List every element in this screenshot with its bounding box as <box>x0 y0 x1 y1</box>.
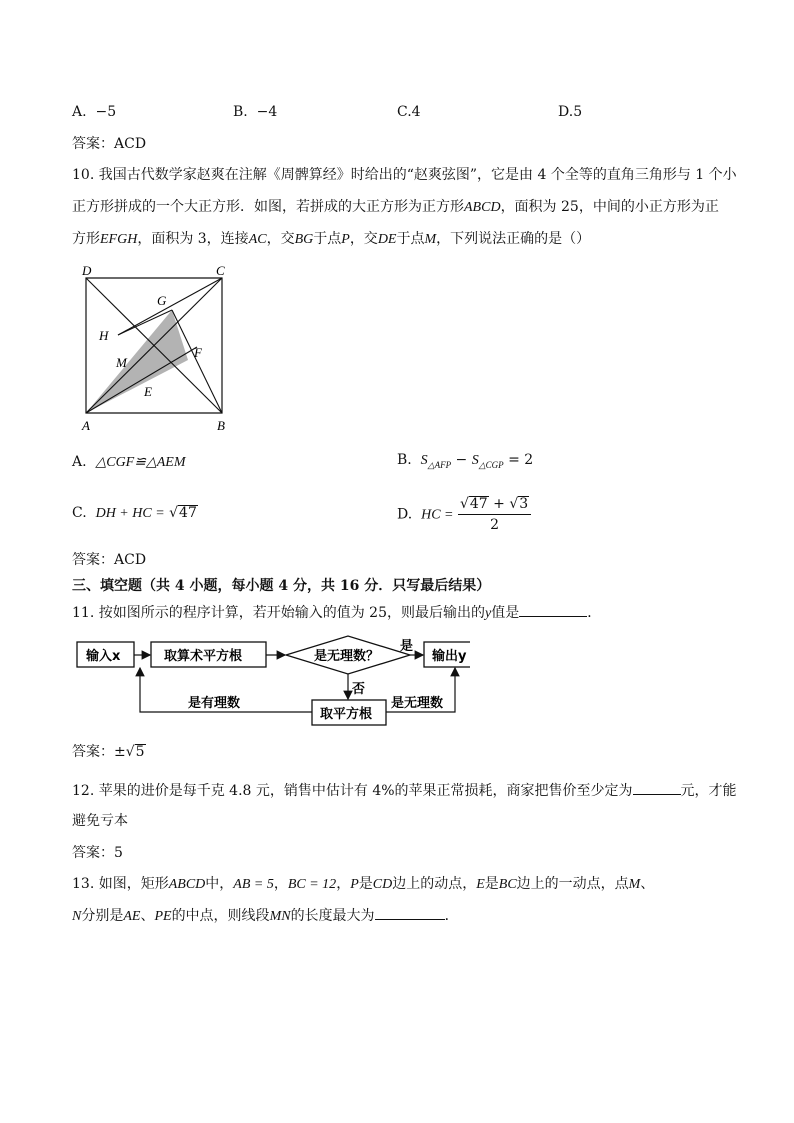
q9-option-c: C.4 <box>397 104 421 120</box>
flow-rational-label: 是有理数 <box>188 696 241 711</box>
q12-line2: 避免亏本 <box>72 813 128 829</box>
q12-line1: 12. 苹果的进价是每千克 4.8 元，销售中估计有 4%的苹果正常损耗，商家把售价至少定为 元，才能 <box>72 780 737 801</box>
label-b: B <box>217 418 225 433</box>
q13-line1: 13. 如图，矩形ABCD中，AB = 5，BC = 12，P是CD边上的动点，E是BC边上的一动点，点M、 <box>72 876 655 892</box>
q13-answer-blank[interactable] <box>375 905 445 920</box>
q9-option-d: D.5 <box>558 104 583 120</box>
flow-sqrt-label: 取平方根 <box>320 707 373 722</box>
flowchart <box>70 630 470 730</box>
q12-answer-blank[interactable] <box>633 780 681 795</box>
label-a: A <box>82 418 90 433</box>
q10-line2: 正方形拼成的一个大正方形．如图，若拼成的大正方形为正方形ABCD，面积为 25，中间的小正方形为正 <box>72 199 719 215</box>
q10-line3: 方形EFGH，面积为 3，连接AC，交BG于点P，交DE于点M，下列说法正确的是（） <box>72 231 591 247</box>
q11-answer: 答案：±√5 <box>72 744 145 760</box>
q10-line1: 10. 我国古代数学家赵爽在注解《周髀算经》时给出的“赵爽弦图”，它是由 4 个全等的直角三角形与 1 个小 <box>72 167 737 183</box>
flow-input-label: 输入x <box>86 649 121 664</box>
q11-text: 11. 按如图所示的程序计算，若开始输入的值为 25，则最后输出的y值是 ． <box>72 602 601 624</box>
flow-decision-label: 是无理数？ <box>314 649 380 664</box>
flow-output-label: 输出y <box>432 649 467 664</box>
q9-option-a: A. −5 <box>72 104 117 120</box>
label-c: C <box>216 263 225 278</box>
label-g: G <box>157 293 167 308</box>
zhao-shuang-figure <box>76 260 236 435</box>
label-f: F <box>194 345 202 360</box>
q10-answer: 答案：ACD <box>72 552 147 568</box>
q11-answer-blank[interactable] <box>519 602 587 617</box>
q9-option-b: B. −4 <box>233 104 278 120</box>
label-m: M <box>116 355 127 370</box>
q9-answer: 答案：ACD <box>72 136 147 152</box>
label-e: E <box>144 384 152 399</box>
flow-yes-label: 是 <box>400 639 414 654</box>
q10-option-a: A. △CGF≌△AEM <box>72 454 186 470</box>
q10-option-b: B. $S_{\triangle AFP} - S_{\triangle CGP} = 2$ <box>397 452 534 470</box>
flow-no-label: 否 <box>352 682 366 697</box>
q10-option-c: C. DH + HC = √47 <box>72 505 197 521</box>
flow-irrational-label: 是无理数 <box>391 696 444 711</box>
q10-option-d: D. HC = $\frac{√47 + √3}{2}$ <box>397 494 531 535</box>
q12-answer: 答案：5 <box>72 845 123 861</box>
label-d: D <box>82 263 92 278</box>
label-h: H <box>99 328 109 343</box>
flow-sqrt-arith-label: 取算术平方根 <box>164 649 243 664</box>
q10-option-d-fraction: $\frac{√47 + √3}{2}$ <box>458 494 531 535</box>
section-title: 三、填空题（共 4 小题，每小题 4 分，共 16 分．只写最后结果） <box>72 578 491 594</box>
q13-line2: N分别是AE、PE的中点，则线段MN的长度最大为 ． <box>72 905 459 927</box>
